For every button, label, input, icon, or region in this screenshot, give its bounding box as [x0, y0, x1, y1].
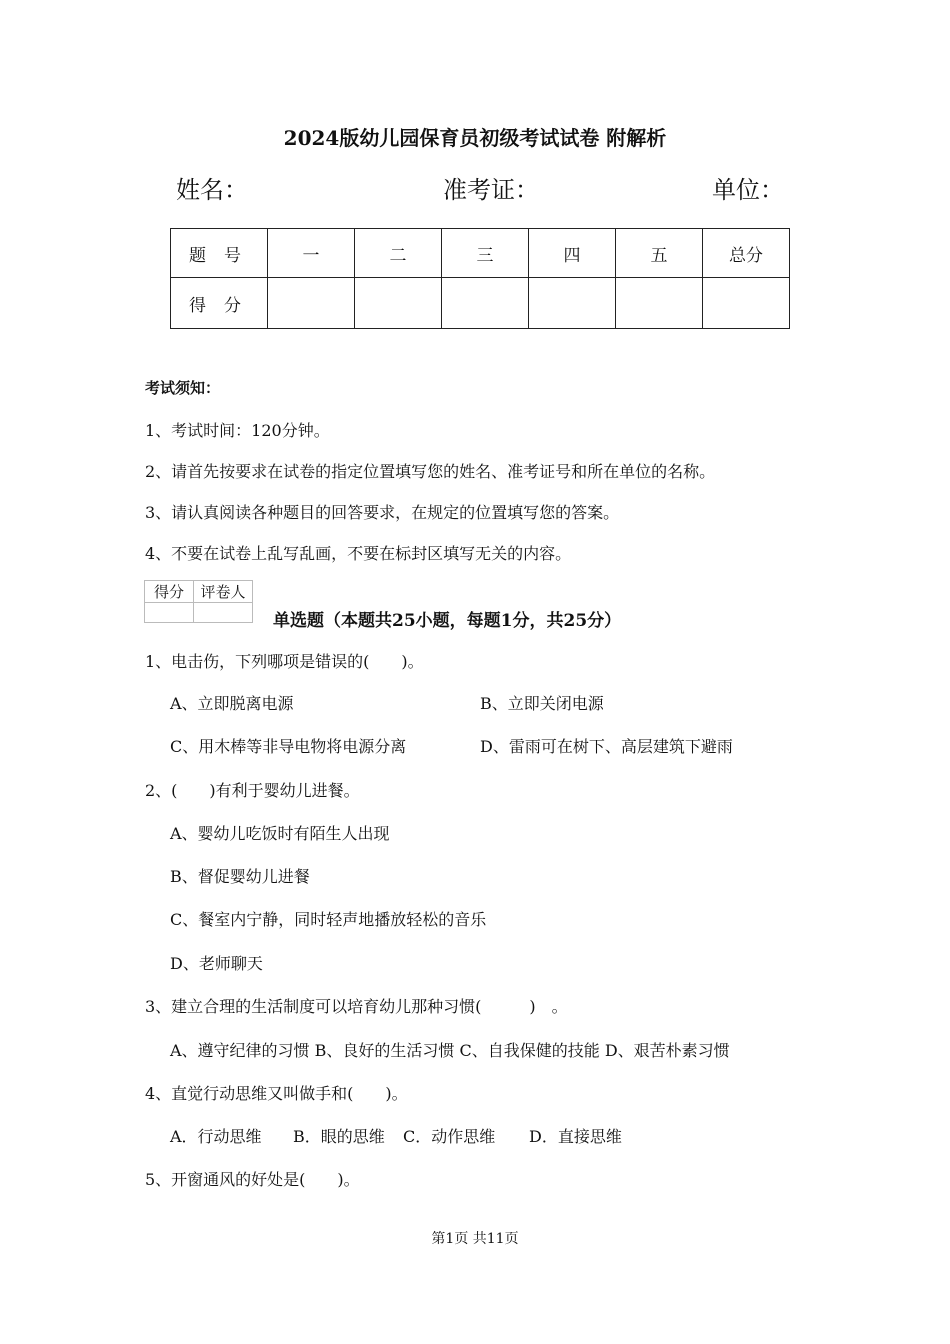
question-stem: 2、( )有利于婴幼儿进餐。 [145, 781, 360, 800]
score-cell[interactable] [616, 278, 703, 329]
score-table-score-row [171, 278, 790, 329]
score-table [170, 228, 790, 329]
page-footer: 第1页 共11页 [431, 1231, 519, 1247]
score-header-cell: 题号 [171, 229, 268, 278]
score-cell[interactable] [529, 278, 616, 329]
notice-title: 考试须知： [145, 379, 221, 397]
grader-box [144, 580, 253, 623]
question-stem: 1、电击伤，下列哪项是错误的( )。 [145, 652, 424, 671]
question-option: D、老师聊天 [170, 954, 263, 973]
section-title: 单选题（本题共25小题，每题1分，共25分） [273, 611, 622, 631]
question-option: A．行动思维 [170, 1127, 262, 1146]
score-cell[interactable] [703, 278, 790, 329]
grader-name-label: 评卷人 [194, 581, 253, 603]
notice-item: 2、请首先按要求在试卷的指定位置填写您的姓名、准考证号和所在单位的名称。 [145, 462, 716, 481]
question-option: B、立即关闭电源 [480, 694, 604, 713]
question-stem: 3、建立合理的生活制度可以培育幼儿那种习惯( ) 。 [145, 997, 568, 1016]
score-header-cell: 二 [355, 229, 442, 278]
notice-item: 4、不要在试卷上乱写乱画，不要在标封区填写无关的内容。 [145, 544, 572, 563]
score-header-cell: 总分 [703, 229, 790, 278]
name-field-label: 姓名： [176, 176, 248, 204]
grader-name-cell[interactable] [194, 603, 253, 623]
score-table-header-row [171, 229, 790, 278]
score-cell[interactable] [355, 278, 442, 329]
score-header-cell: 一 [268, 229, 355, 278]
notice-item: 1、考试时间：120分钟。 [145, 421, 330, 440]
question-option: C、用木棒等非导电物将电源分离 [170, 737, 407, 756]
question-option: A、立即脱离电源 [170, 694, 294, 713]
score-header-cell: 五 [616, 229, 703, 278]
question-option: D、雷雨可在树下、高层建筑下避雨 [480, 737, 733, 756]
score-header-cell: 四 [529, 229, 616, 278]
score-cell[interactable] [442, 278, 529, 329]
exam-id-field-label: 准考证： [443, 176, 539, 204]
question-option: C、餐室内宁静，同时轻声地播放轻松的音乐 [170, 910, 487, 929]
grader-score-label: 得分 [145, 581, 194, 603]
question-option: A、婴幼儿吃饭时有陌生人出现 [170, 824, 390, 843]
unit-field-label: 单位： [712, 176, 784, 204]
score-row-label: 得分 [171, 278, 268, 329]
question-option: B、督促婴幼儿进餐 [170, 867, 310, 886]
question-option: A、遵守纪律的习惯 B、良好的生活习惯 C、自我保健的技能 D、艰苦朴素习惯 [170, 1041, 730, 1060]
question-option: D．直接思维 [529, 1127, 622, 1146]
notice-item: 3、请认真阅读各种题目的回答要求，在规定的位置填写您的答案。 [145, 503, 620, 522]
question-stem: 5、开窗通风的好处是( )。 [145, 1170, 360, 1189]
grader-score-cell[interactable] [145, 603, 194, 623]
score-header-cell: 三 [442, 229, 529, 278]
question-stem: 4、直觉行动思维又叫做手和( )。 [145, 1084, 408, 1103]
score-cell[interactable] [268, 278, 355, 329]
question-option: C．动作思维 [403, 1127, 496, 1146]
question-option: B．眼的思维 [293, 1127, 385, 1146]
page-title: 2024版幼儿园保育员初级考试试卷 附解析 [283, 126, 667, 150]
